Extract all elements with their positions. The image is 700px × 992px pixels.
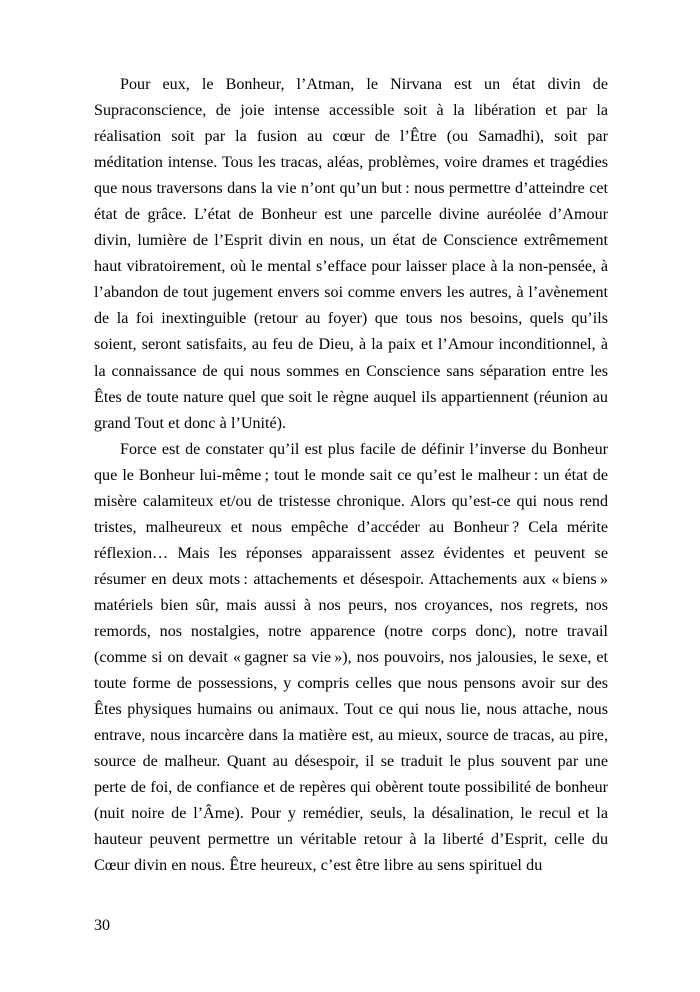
body-text-block (94, 72, 608, 879)
paragraph-2: Force est de constater qu’il est plus facile de définir l’inverse du Bonheur que le Bonheur lui-même ; tout le monde sait ce qu’est le malheur : un état de misère calamiteux et/ou de tristesse chronique. Alors qu’est-ce qui nous rend tristes, malheureux et nous empêche d’accéder au Bonheur ? Cela mérite réflexion… Mais les réponses apparaissent assez évidentes et peuvent se résumer en deux mots : attachements et désespoir. Attachements aux « biens » matériels bien sûr, mais aussi à nos peurs, nos croyances, nos regrets, nos remords, nos nostalgies, notre apparence (notre corps donc), notre travail (comme si on devait « gagner sa vie »), nos pouvoirs, nos jalousies, le sexe, et toute forme de possessions, y compris celles que nous pensons avoir sur des Êtes physiques humains ou animaux. Tout ce qui nous lie, nous attache, nous entrave, nous incarcère dans la matière est, au mieux, source de tracas, au pire, source de malheur. Quant au désespoir, il se traduit le plus souvent par une perte de foi, de confiance et de repères qui obèrent toute possibilité de bonheur (nuit noire de l’Âme). Pour y remédier, seuls, la désalination, le recul et la hauteur peuvent permettre un véritable retour à la liberté d’Esprit, celle du Cœur divin en nous. Être heureux, c’est être libre au sens spirituel du (94, 440, 608, 875)
paragraph-1: Pour eux, le Bonheur, l’Atman, le Nirvana est un état divin de Supraconscience, de joie intense accessible soit à la libération et par la réalisation soit par la fusion au cœur de l’Être (ou Samadhi), soit par méditation intense. Tous les tracas, aléas, problèmes, voire drames et tragédies que nous traversons dans la vie n’ont qu’un but : nous permettre d’atteindre cet état de grâce. L’état de Bonheur est une parcelle divine auréolée d’Amour divin, lumière de l’Esprit divin en nous, un état de Conscience extrêmement haut vibratoirement, où le mental s’efface pour laisser place à la non-pensée, à l’abandon de tout jugement envers soi comme envers les autres, à l’avènement de la foi inextinguible (retour au foyer) que tous nos besoins, quels qu’ils soient, seront satisfaits, au feu de Dieu, à la paix et l’Amour inconditionnel, à la connaissance de qui nous sommes en Conscience sans séparation entre les Êtes de toute nature quel que soit le règne auquel ils appartiennent (réunion au grand Tout et donc à l’Unité). (94, 76, 608, 432)
page-number: 30 (94, 917, 111, 934)
